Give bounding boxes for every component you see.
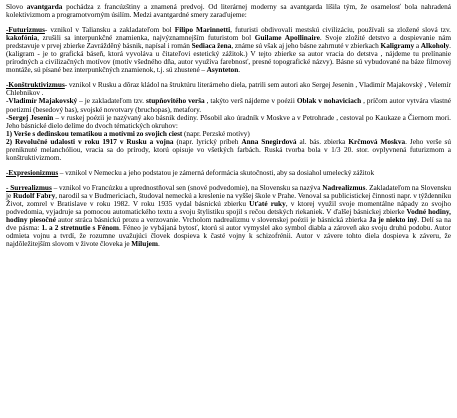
para-text: al. bás. zbierka	[296, 136, 349, 146]
bold-term: kakofónia	[6, 33, 38, 43]
para-text: – vznikol vo Francúzku a uprednostňoval sen (snové podvedomie), na Slovensku sa nazýva	[51, 182, 323, 192]
bold-term: Vodné hodiny, hodiny piesočné	[6, 207, 451, 225]
futurizmus-heading: -Futurizmus	[6, 25, 45, 35]
expresionizmus-paragraph	[6, 169, 451, 177]
para-text: - vznikol v Taliansku a zakladateľom bol	[44, 25, 175, 35]
para-text: , známe sú však aj jeho básne zahrnuté v zbierkach	[231, 41, 381, 51]
para-text: , futuristi obdivovali mestskú civilizáciu, používali sa zložené slová tzv.	[230, 25, 451, 35]
author-heading: -Sergej Jesenin	[6, 112, 54, 122]
bold-term: stupňovitého verša	[145, 96, 205, 106]
bold-term: Uťaté ruky	[249, 198, 286, 208]
list-item: 2) Revolučné udalosti v roku 1917 v Rusku a vojna	[6, 136, 174, 146]
para-text: – vznikol v Nemecku a jeho podstatou je zámerná deformácia skutočnosti, aby sa dosiahol umelecký zážitok	[58, 167, 375, 177]
para-text: – je zakladateľom tzv.	[77, 96, 146, 106]
para-text: autor stráca básnickú prozu a verzovanie. Vrcholom nadrealizmu v slovenskej poézii je básnická zbierka	[55, 215, 369, 225]
avantgarda-term: avantgarda	[26, 2, 63, 11]
bold-term: Rudolf Fabry	[13, 190, 56, 200]
para-text: (napr. lyrický príbeh	[173, 136, 242, 146]
para-text: . (kaligram - je to grafická báseň, ktorá vyvoláva u čitateľovi estetický zážitok.) V tejto zbierke sa autor vracia do detstva , nájdeme tu prelínanie prírodných a civilizačných motívov (motív všedného dňa, autor využíva farebnosť, presné topografické názvy). Básne sú vybudované na báze filmovej montáže, sú písané bez interpunkčných znamienok, t.j. sú zhustené –	[6, 41, 451, 75]
list-item: 1) Verše s dedinskou tematikou a motívmi zo svojich ciest	[6, 128, 183, 138]
para-text: , v ktorej využil svoje momentálne nápady zo svojho podvedomia, vyjadruje sa pomocou automatického textu a svoju štylistiku spojil s rečou detských riekaniek. V ďalšej básnickej zbierke	[6, 198, 451, 217]
intro-paragraph	[6, 3, 451, 19]
para-text: - vznikol v Rusku a dôraz kládol na štruktúru literárneho diela, patrili sem autori ako Sergej Jesenin , Vladimír Majakovský , Velemír Chlebnikov .	[6, 80, 451, 98]
bold-term: Sediaca žena	[191, 41, 232, 51]
intro-text: pochádza z francúzštiny a znamená predvoj. Od literárnej moderny sa avantgarda líšila tým, že osamelosť bola nahradená kolektivizmom a programotvorným úsilím. Medzi avantgardné smery zaraďujeme:	[6, 2, 451, 20]
para-text: a	[414, 41, 421, 51]
para-text: – v ruskej poézii je nazývaný ako básnik dediny. Pôsobil ako úradník v Moskve a v Petrohrade , cestoval po Kaukaze a Čiernom mori. Jeho básnické dielo delíme do dvoch tématických okruhov:	[6, 112, 451, 130]
para-text: . Féneo je vybájaná bytosť, ktorú si autor vymyslel ako symbol diabla a zároveň ako svoju druhú podobu. Autor odmieta vojnu a tvrdí, že rozumne uvažujúci človek dospieva k časté vojny k schizofrénii. Autor v závere tohto diela dospieva k záveru, že najdôležitejším slovom v živote človeka je	[6, 223, 452, 249]
bold-term: Guilame Apollinaire	[254, 33, 320, 43]
bold-term: 1. a 2 stretnutie s Fénom	[41, 223, 119, 233]
expresionizmus-heading: -Expresionizmus	[6, 167, 59, 177]
bold-term: Alkoholy	[420, 41, 450, 51]
surrealizmus-heading: - Surrealizmus	[6, 182, 52, 192]
para-text: , príčom autor vytvára vlastné poetizmi (besedový bas), svojské novotvary (bruchopas), metafory.	[6, 96, 451, 114]
para-text: . Zakladateľom na Slovensku je	[6, 182, 451, 200]
bold-term: Krčmová Moskva	[348, 136, 406, 146]
para-text: . Delí sa na dve pásma:	[6, 215, 451, 233]
bold-term: Milujem	[131, 239, 158, 249]
futurizmus-paragraph	[6, 26, 451, 74]
konstruktivizmus-paragraph	[6, 81, 451, 161]
bold-term: Filipo Marinnetti	[174, 25, 231, 35]
para-text: , narodil sa v Budmericiach, študoval nemeckú a kreslenie na vyššej škole v Prahe. Venoval sa publicistickej činnosti napr. v týždenníku Život, zomrel v Bratislave v roku 1982. V roku 1935 vydal básnickú zbierku	[6, 190, 452, 208]
bold-term: Oblak v nohaviciach	[296, 96, 362, 106]
para-text: , takýto verš nájdeme v poézii	[204, 96, 297, 106]
para-text: (napr. Perzské motívy)	[182, 128, 250, 138]
bold-term: Nadrealizmus	[322, 182, 366, 192]
bold-term: Anna Snegirdová	[241, 136, 297, 146]
bold-term: Asynteton	[206, 65, 239, 75]
para-text: .	[238, 65, 241, 75]
para-text: .	[158, 239, 160, 249]
author-heading: -Vladimír Majakovský	[6, 96, 78, 106]
konstruktivizmus-heading: -Konštruktivizmus	[6, 80, 65, 90]
intro-text: Slovo	[6, 2, 27, 11]
bold-term: Ja je niekto iný	[368, 215, 418, 225]
bold-term: Kaligramy	[380, 41, 415, 51]
para-text: . Jeho verše sú preniknuté melanchóliou, vracia sa do prírody, ktorú opisuje vo všetkých farbách. Ruská tvorba bola v 1/3 20. stor. ovplyvnená futurizmom a konštruktivizmom.	[6, 136, 451, 162]
para-text: . Svoje zložité detstvo a dospievanie nám predstavuje v prvej zbierke Zavrážděný básnik, napísal i román	[6, 33, 451, 51]
para-text: , zrušili sa interpunkčné znamienka, najvýznamnejším futuristom bol	[37, 33, 255, 43]
surrealizmus-paragraph	[6, 184, 451, 248]
